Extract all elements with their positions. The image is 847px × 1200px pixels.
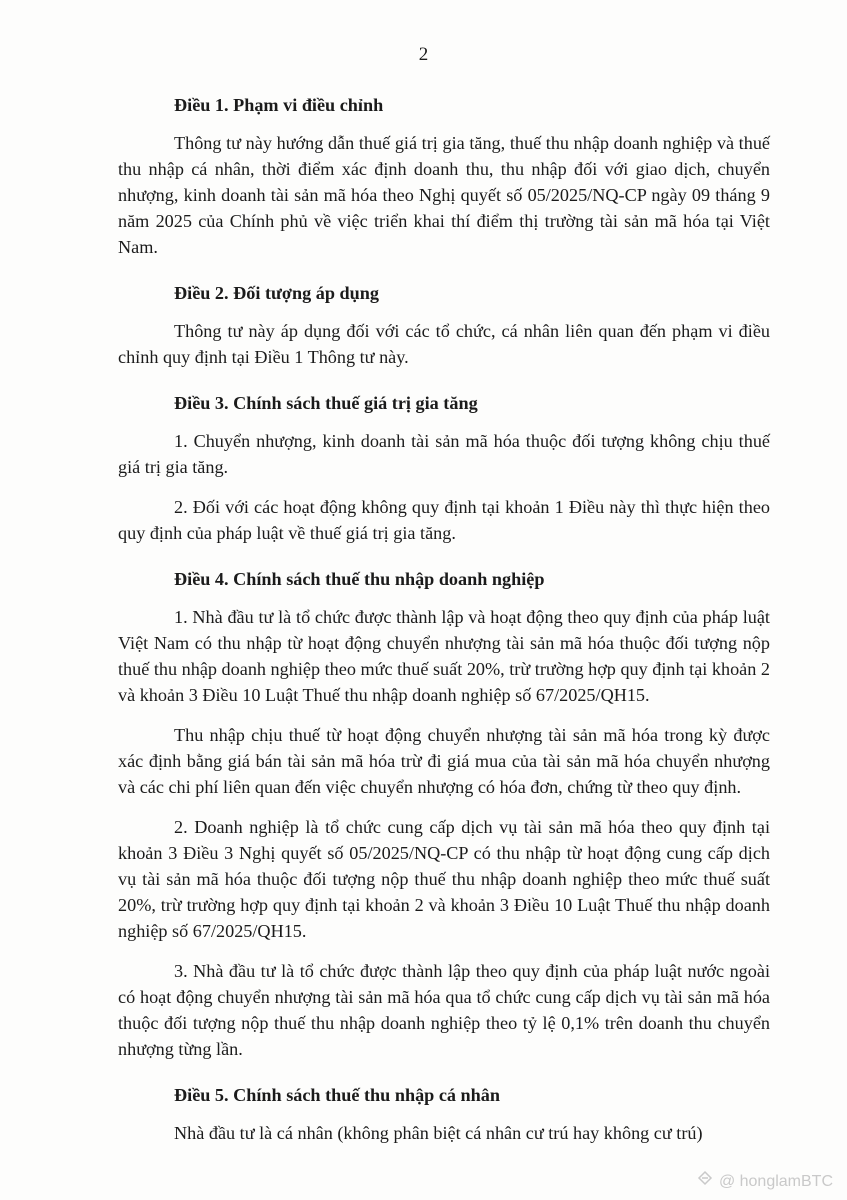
- section-heading: Điều 3. Chính sách thuế giá trị gia tăng: [174, 393, 478, 413]
- paragraph: Thu nhập chịu thuế từ hoạt động chuyển nhượng tài sản mã hóa trong kỳ được xác định bằng giá bán tài sản mã hóa trừ đi giá mua của tài sản mã hóa chuyển nhượng và các chi phí liên quan đến việc chuyển nhượng có hóa đơn, chứng từ theo quy định.: [118, 725, 770, 797]
- paragraph: Thông tư này áp dụng đối với các tổ chức, cá nhân liên quan đến phạm vi điều chỉnh quy định tại Điều 1 Thông tư này.: [118, 321, 770, 367]
- page-number: 2: [418, 44, 429, 65]
- section-heading: Điều 5. Chính sách thuế thu nhập cá nhân: [174, 1085, 500, 1105]
- section-dieu-4: [118, 560, 770, 1062]
- paragraph: 2. Doanh nghiệp là tổ chức cung cấp dịch vụ tài sản mã hóa theo quy định tại khoản 3 Điều 3 Nghị quyết số 05/2025/NQ-CP có thu nhập từ hoạt động cung cấp dịch vụ tài sản mã hóa thuộc đối tượng nộp thuế thu nhập doanh nghiệp theo mức thuế suất 20%, trừ trường hợp quy định tại khoản 2 và khoản 3 Điều 10 Luật Thuế thu nhập doanh nghiệp số 67/2025/QH15.: [118, 817, 770, 941]
- section-heading: Điều 4. Chính sách thuế thu nhập doanh nghiệp: [174, 569, 545, 589]
- paragraph: 3. Nhà đầu tư là tổ chức được thành lập theo quy định của pháp luật nước ngoài có hoạt động chuyển nhượng tài sản mã hóa qua tổ chức cung cấp dịch vụ tài sản mã hóa thuộc đối tượng nộp thuế thu nhập doanh nghiệp theo tỷ lệ 0,1% trên doanh thu chuyển nhượng từng lần.: [118, 961, 770, 1059]
- section-dieu-1: [118, 86, 770, 260]
- paragraph: 2. Đối với các hoạt động không quy định tại khoản 1 Điều này thì thực hiện theo quy định của pháp luật về thuế giá trị gia tăng.: [118, 497, 770, 543]
- section-heading: Điều 1. Phạm vi điều chỉnh: [174, 95, 384, 115]
- watermark: [695, 1169, 833, 1194]
- share-icon: [695, 1169, 715, 1194]
- paragraph: 1. Chuyển nhượng, kinh doanh tài sản mã hóa thuộc đối tượng không chịu thuế giá trị gia tăng.: [118, 431, 770, 477]
- paragraph: Thông tư này hướng dẫn thuế giá trị gia tăng, thuế thu nhập doanh nghiệp và thuế thu nhập cá nhân, thời điểm xác định doanh thu, thu nhập đối với giao dịch, chuyển nhượng, kinh doanh tài sản mã hóa theo Nghị quyết số 05/2025/NQ-CP ngày 09 tháng 9 năm 2025 của Chính phủ về việc triển khai thí điểm thị trường tài sản mã hóa tại Việt Nam.: [118, 133, 770, 257]
- section-dieu-5: [118, 1076, 770, 1146]
- paragraph: Nhà đầu tư là cá nhân (không phân biệt cá nhân cư trú hay không cư trú): [174, 1123, 703, 1143]
- document-body: [118, 86, 770, 1160]
- section-dieu-2: [118, 274, 770, 370]
- section-dieu-3: [118, 384, 770, 546]
- section-heading: Điều 2. Đối tượng áp dụng: [174, 283, 379, 303]
- paragraph: 1. Nhà đầu tư là tổ chức được thành lập và hoạt động theo quy định của pháp luật Việt Nam có thu nhập từ hoạt động chuyển nhượng tài sản mã hóa thuộc đối tượng nộp thuế thu nhập doanh nghiệp theo mức thuế suất 20%, trừ trường hợp quy định tại khoản 2 và khoản 3 Điều 10 Luật Thuế thu nhập doanh nghiệp số 67/2025/QH15.: [118, 607, 770, 705]
- watermark-text: @ honglamBTC: [718, 1172, 833, 1190]
